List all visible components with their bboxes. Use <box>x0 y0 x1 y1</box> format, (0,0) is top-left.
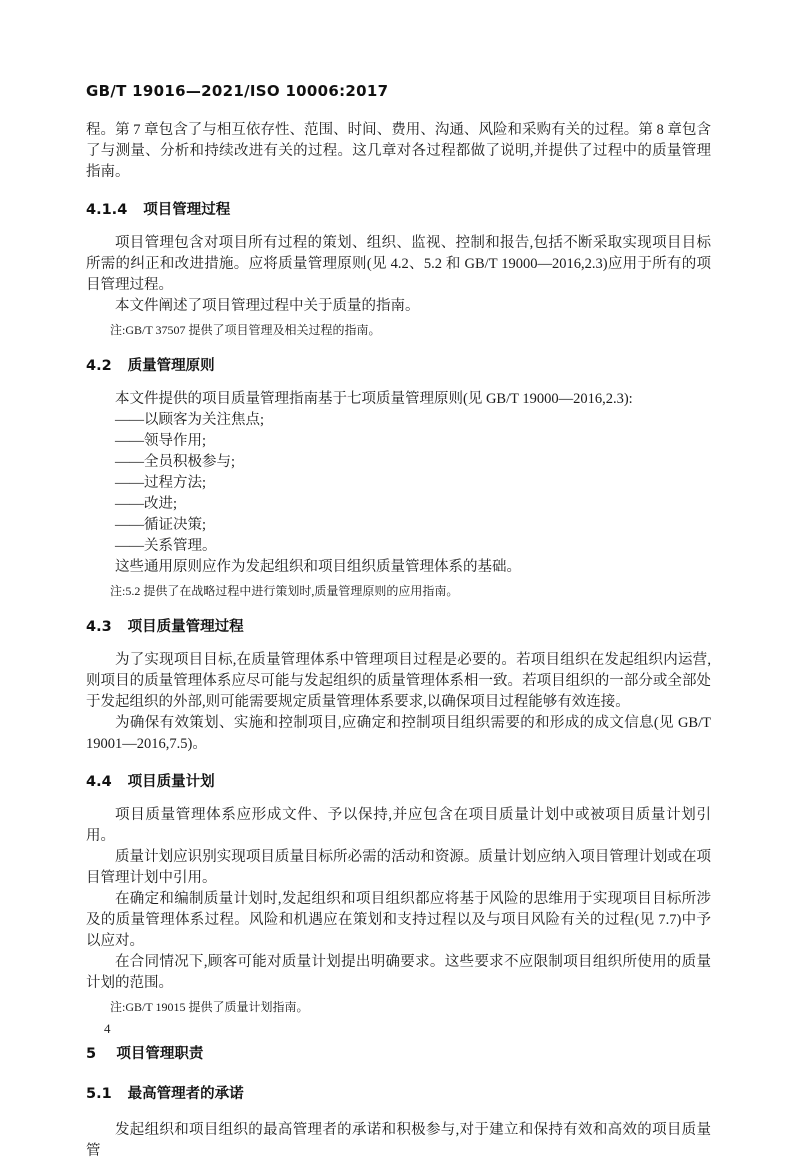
section-title: 项目管理职责 <box>116 1046 204 1062</box>
paragraph: 在合同情况下,顾客可能对质量计划提出明确要求。这些要求不应限制项目组织所使用的质量计划的范围。 <box>86 954 711 991</box>
principle-item: ——全员积极参与; <box>115 454 236 470</box>
paragraph: 发起组织和项目组织的最高管理者的承诺和积极参与,对于建立和保持有效和高效的项目质量管 <box>86 1122 711 1159</box>
section-heading-4-2 <box>86 356 711 376</box>
principle-item: ——以顾客为关注焦点; <box>115 412 265 428</box>
paragraph: 质量计划应识别实现项目质量目标所必需的活动和资源。质量计划应纳入项目管理计划或在项目管理计划中引用。 <box>86 849 711 886</box>
section-number: 4.4 <box>86 774 112 790</box>
section-heading-4-1-4 <box>86 200 711 220</box>
principle-item: ——改进; <box>115 496 178 512</box>
paragraph: 本文件阐述了项目管理过程中关于质量的指南。 <box>115 298 420 314</box>
note: 注:GB/T 37507 提供了项目管理及相关过程的指南。 <box>110 323 381 337</box>
note: 注:GB/T 19015 提供了质量计划指南。 <box>110 1000 309 1014</box>
section-title: 质量管理原则 <box>127 358 215 374</box>
standard-number-header: GB/T 19016—2021/ISO 10006:2017 <box>86 82 389 100</box>
paragraph: 为确保有效策划、实施和控制项目,应确定和控制项目组织需要的和形成的成文信息(见 GB/T 19001—2016,7.5)。 <box>86 715 711 752</box>
paragraph: 项目质量管理体系应形成文件、予以保持,并应包含在项目质量计划中或被项目质量计划引用。 <box>86 807 711 844</box>
section-number: 5.1 <box>86 1086 112 1102</box>
principle-item: ——关系管理。 <box>115 538 217 554</box>
section-number: 4.1.4 <box>86 202 128 218</box>
page-content <box>86 82 711 1162</box>
section-number: 4.2 <box>86 358 112 374</box>
paragraph-intro-continuation: 程。第 7 章包含了与相互依存性、范围、时间、费用、沟通、风险和采购有关的过程。第 8 章包含了与测量、分析和持续改进有关的过程。这几章对各过程都做了说明,并提供了过程中的质量管理指南。 <box>86 122 711 180</box>
section-title: 最高管理者的承诺 <box>127 1086 244 1102</box>
principle-item: ——循证决策; <box>115 517 207 533</box>
page-number: 4 <box>104 1021 111 1036</box>
paragraph: 为了实现项目目标,在质量管理体系中管理项目过程是必要的。若项目组织在发起组织内运营,则项目的质量管理体系应尽可能与发起组织的质量管理体系相一致。若项目组织的一部分或全部处于发起组织的外部,则可能需要规定质量管理体系要求,以确保项目过程能够有效连接。 <box>86 652 711 710</box>
paragraph: 在确定和编制质量计划时,发起组织和项目组织都应将基于风险的思维用于实现项目目标所涉及的质量管理体系过程。风险和机遇应在策划和支持过程以及与项目风险有关的过程(见 7.7)中予以应对。 <box>86 891 711 949</box>
note: 注:5.2 提供了在战略过程中进行策划时,质量管理原则的应用指南。 <box>110 584 459 598</box>
principle-item: ——领导作用; <box>115 433 207 449</box>
section-title: 项目管理过程 <box>143 202 231 218</box>
section-title: 项目质量管理过程 <box>127 619 244 635</box>
section-number: 4.3 <box>86 619 112 635</box>
paragraph: 本文件提供的项目质量管理指南基于七项质量管理原则(见 GB/T 19000—2016,2.3): <box>115 391 633 407</box>
paragraph: 项目管理包含对项目所有过程的策划、组织、监视、控制和报告,包括不断采取实现项目目标所需的纠正和改进措施。应将质量管理原则(见 4.2、5.2 和 GB/T 19000—2016,2.3)应用于所有的项目管理过程。 <box>86 235 711 293</box>
section-heading-4-4 <box>86 772 711 792</box>
principle-item: ——过程方法; <box>115 475 207 491</box>
section-title: 项目质量计划 <box>127 774 215 790</box>
paragraph: 这些通用原则应作为发起组织和项目组织质量管理体系的基础。 <box>115 559 521 575</box>
section-heading-4-3 <box>86 617 711 637</box>
section-heading-5 <box>86 1044 711 1064</box>
section-number: 5 <box>86 1046 97 1062</box>
section-heading-5-1 <box>86 1084 711 1104</box>
